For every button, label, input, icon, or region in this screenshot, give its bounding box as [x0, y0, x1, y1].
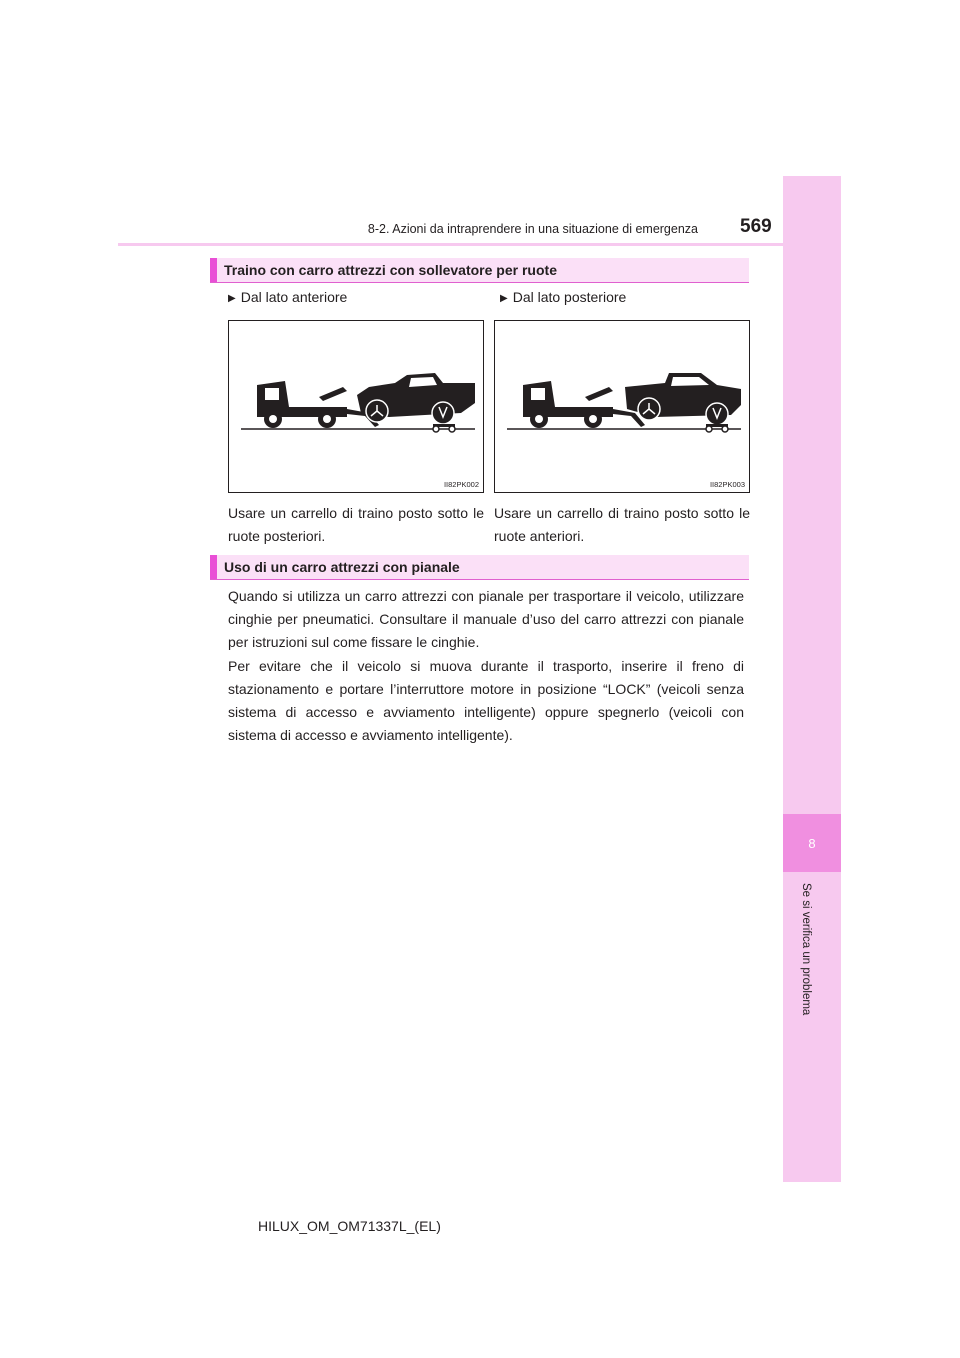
figure-code: II82PK002 — [443, 480, 479, 489]
footer-doc-code: HILUX_OM_OM71337L_(EL) — [258, 1218, 441, 1234]
section-heading-wheel-lift — [210, 258, 749, 283]
figure-tow-front — [228, 320, 484, 493]
caption-rear: Usare un carrello di traino posto sotto le ruote anteriori. — [494, 505, 750, 544]
caption-front: Usare un carrello di traino posto sotto le ruote posteriori. — [228, 505, 484, 544]
page-number: 569 — [740, 216, 772, 237]
sub-heading-front: ▶ Dal lato anteriore — [228, 289, 348, 305]
sub-heading-rear: ▶ Dal lato posteriore — [500, 289, 627, 305]
chapter-number: 8 — [783, 814, 841, 872]
section-title: Traino con carro attrezzi con sollevatore per ruote — [224, 262, 557, 278]
tow-truck-rear-illustration — [495, 321, 749, 492]
triangle-bullet-icon: ▶ — [500, 293, 508, 304]
paragraph-flatbed-straps: Quando si utilizza un carro attrezzi con pianale per trasportare il veicolo, utilizzare cinghie per pneumatici. Consultare il manuale d’uso del carro attrezzi con pianale per istruzioni sul come fissare le cinghie. — [228, 588, 744, 650]
section-heading-flatbed — [210, 555, 749, 580]
side-tab — [783, 176, 841, 1182]
tow-truck-front-illustration — [229, 321, 483, 492]
header-title: 8-2. Azioni da intraprendere in una situazione di emergenza — [367, 222, 698, 236]
section-title: Uso di un carro attrezzi con pianale — [224, 559, 460, 575]
header-rule — [118, 243, 783, 246]
paragraph-parking-brake: Per evitare che il veicolo si muova durante il trasporto, inserire il freno di stazionamento e portare l’interruttore motore in posizione “LOCK” (veicoli senza sistema di accesso e avviamento intelligente) oppure spegnerlo (veicoli con sistema di accesso e avviamento intelligente). — [228, 658, 744, 743]
chapter-label: Se si verifica un problema — [800, 883, 812, 1016]
triangle-bullet-icon: ▶ — [228, 293, 236, 304]
figure-tow-rear — [494, 320, 750, 493]
figure-code: II82PK003 — [709, 480, 745, 489]
